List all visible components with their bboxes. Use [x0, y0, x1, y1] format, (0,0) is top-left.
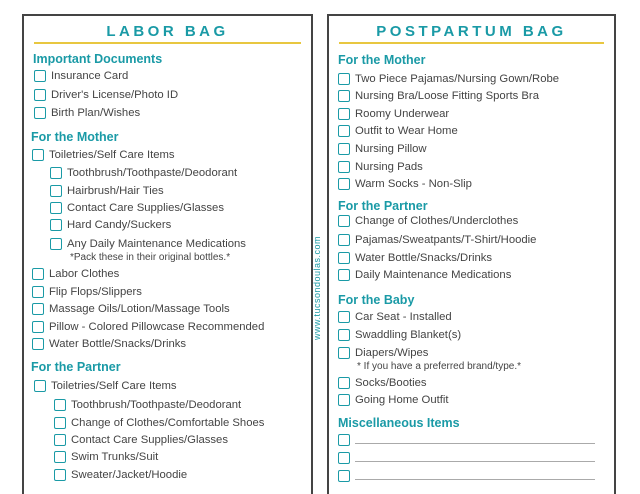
checklist-item-flip-flops[interactable]: Flip Flops/Slippers [32, 285, 142, 299]
checklist-item-daily-meds[interactable]: Daily Maintenance Medications [338, 268, 511, 282]
checklist-item-warm-socks[interactable]: Warm Socks - Non-Slip [338, 177, 472, 191]
checklist-item-insurance-card[interactable]: Insurance Card [34, 69, 128, 83]
checklist-item-socks-booties[interactable]: Socks/Booties [338, 376, 427, 390]
checklist-item-nursing-pillow[interactable]: Nursing Pillow [338, 142, 427, 156]
checklist-item-toiletries[interactable]: Toiletries/Self Care Items [32, 148, 175, 162]
checkbox[interactable] [338, 377, 350, 389]
checkbox[interactable] [338, 329, 350, 341]
checklist-item-nursing-bra[interactable]: Nursing Bra/Loose Fitting Sports Bra [338, 89, 539, 103]
checklist-item-car-seat[interactable]: Car Seat - Installed [338, 310, 452, 324]
section-postpartum-partner: For the Partner [338, 199, 428, 213]
checklist-item-going-home-outfit[interactable]: Going Home Outfit [338, 393, 449, 407]
checklist-item-swaddling[interactable]: Swaddling Blanket(s) [338, 328, 461, 342]
checkbox[interactable] [338, 90, 350, 102]
checklist-item-nursing-pads[interactable]: Nursing Pads [338, 160, 423, 174]
checkbox[interactable] [54, 451, 66, 463]
checkbox[interactable] [338, 470, 350, 482]
checkbox[interactable] [338, 143, 350, 155]
checklist-item-birth-plan[interactable]: Birth Plan/Wishes [34, 106, 140, 120]
checkbox[interactable] [34, 380, 46, 392]
checklist-item-partner-toothbrush[interactable]: Toothbrush/Toothpaste/Deodorant [54, 398, 241, 412]
checklist-item-partner-swim[interactable]: Swim Trunks/Suit [54, 450, 158, 464]
checkbox[interactable] [338, 394, 350, 406]
checklist-item-hairbrush[interactable]: Hairbrush/Hair Ties [50, 184, 164, 198]
checkbox[interactable] [34, 89, 46, 101]
write-in-line[interactable] [355, 479, 595, 480]
section-miscellaneous: Miscellaneous Items [338, 416, 460, 430]
checkbox[interactable] [338, 269, 350, 281]
section-important-documents: Important Documents [33, 52, 163, 66]
write-in-line[interactable] [355, 461, 595, 462]
checklist-item-blank[interactable] [338, 452, 595, 464]
section-labor-partner: For the Partner [31, 360, 121, 374]
checklist-item-partner-contact-care[interactable]: Contact Care Supplies/Glasses [54, 433, 228, 447]
checklist-item-drivers-license[interactable]: Driver's License/Photo ID [34, 88, 178, 102]
labor-bag-panel [22, 14, 313, 494]
labor-bag-title: LABOR BAG [106, 23, 229, 40]
checklist-item-labor-clothes[interactable]: Labor Clothes [32, 267, 119, 281]
labor-bag-title-rule [34, 42, 301, 44]
write-in-line[interactable] [355, 443, 595, 444]
checkbox[interactable] [34, 107, 46, 119]
checklist-item-pajamas-gown[interactable]: Two Piece Pajamas/Nursing Gown/Robe [338, 72, 559, 86]
checkbox[interactable] [338, 252, 350, 264]
checklist-item-hard-candy[interactable]: Hard Candy/Suckers [50, 218, 171, 232]
postpartum-bag-panel [327, 14, 616, 494]
checkbox[interactable] [34, 70, 46, 82]
checklist-item-blank[interactable] [338, 434, 595, 446]
checkbox[interactable] [50, 238, 62, 250]
checkbox[interactable] [32, 321, 44, 333]
checklist-item-massage-oils[interactable]: Massage Oils/Lotion/Massage Tools [32, 302, 230, 316]
checkbox[interactable] [54, 434, 66, 446]
checklist-item-toothbrush[interactable]: Toothbrush/Toothpaste/Deodorant [50, 166, 237, 180]
checklist-item-water-bottle[interactable]: Water Bottle/Snacks/Drinks [32, 337, 186, 351]
checkbox[interactable] [338, 125, 350, 137]
medication-note: *Pack these in their original bottles.* [70, 252, 231, 263]
checkbox[interactable] [54, 399, 66, 411]
postpartum-bag-title: POSTPARTUM BAG [376, 23, 567, 40]
checkbox[interactable] [32, 286, 44, 298]
checklist-item-outfit-home[interactable]: Outfit to Wear Home [338, 124, 458, 138]
checkbox[interactable] [338, 161, 350, 173]
checklist-item-blank[interactable] [338, 470, 595, 482]
checkbox[interactable] [338, 73, 350, 85]
checkbox[interactable] [32, 149, 44, 161]
checkbox[interactable] [338, 215, 350, 227]
checkbox[interactable] [50, 185, 62, 197]
website-watermark: www.tucsondoulas.com [312, 235, 322, 340]
checklist-item-diapers[interactable]: Diapers/Wipes [338, 346, 428, 360]
checkbox[interactable] [32, 268, 44, 280]
checkbox[interactable] [338, 311, 350, 323]
checkbox[interactable] [338, 234, 350, 246]
checklist-item-partner-toiletries[interactable]: Toiletries/Self Care Items [34, 379, 177, 393]
checklist-item-change-underclothes[interactable]: Change of Clothes/Underclothes [338, 214, 518, 228]
checkbox[interactable] [338, 347, 350, 359]
checklist-item-pajamas-sweatpants[interactable]: Pajamas/Sweatpants/T-Shirt/Hoodie [338, 233, 536, 247]
checklist-item-roomy-underwear[interactable]: Roomy Underwear [338, 107, 449, 121]
checklist-item-partner-sweater[interactable]: Sweater/Jacket/Hoodie [54, 468, 187, 482]
section-postpartum-mother: For the Mother [338, 53, 426, 67]
section-for-the-baby: For the Baby [338, 293, 415, 307]
checkbox[interactable] [32, 338, 44, 350]
checkbox[interactable] [54, 417, 66, 429]
checkbox[interactable] [50, 219, 62, 231]
checkbox[interactable] [50, 202, 62, 214]
checkbox[interactable] [338, 452, 350, 464]
diaper-note: * If you have a preferred brand/type.* [357, 361, 521, 372]
checklist-item-partner-water[interactable]: Water Bottle/Snacks/Drinks [338, 251, 492, 265]
checklist-item-medications[interactable]: Any Daily Maintenance Medications [50, 237, 246, 251]
checklist-item-pillow[interactable]: Pillow - Colored Pillowcase Recommended [32, 320, 264, 334]
checklist-item-contact-care[interactable]: Contact Care Supplies/Glasses [50, 201, 224, 215]
checkbox[interactable] [50, 167, 62, 179]
postpartum-bag-title-rule [339, 42, 604, 44]
checkbox[interactable] [338, 434, 350, 446]
checkbox[interactable] [338, 108, 350, 120]
section-labor-mother: For the Mother [31, 130, 119, 144]
checkbox[interactable] [338, 178, 350, 190]
checkbox[interactable] [54, 469, 66, 481]
checklist-item-partner-change-clothes[interactable]: Change of Clothes/Comfortable Shoes [54, 416, 264, 430]
checkbox[interactable] [32, 303, 44, 315]
